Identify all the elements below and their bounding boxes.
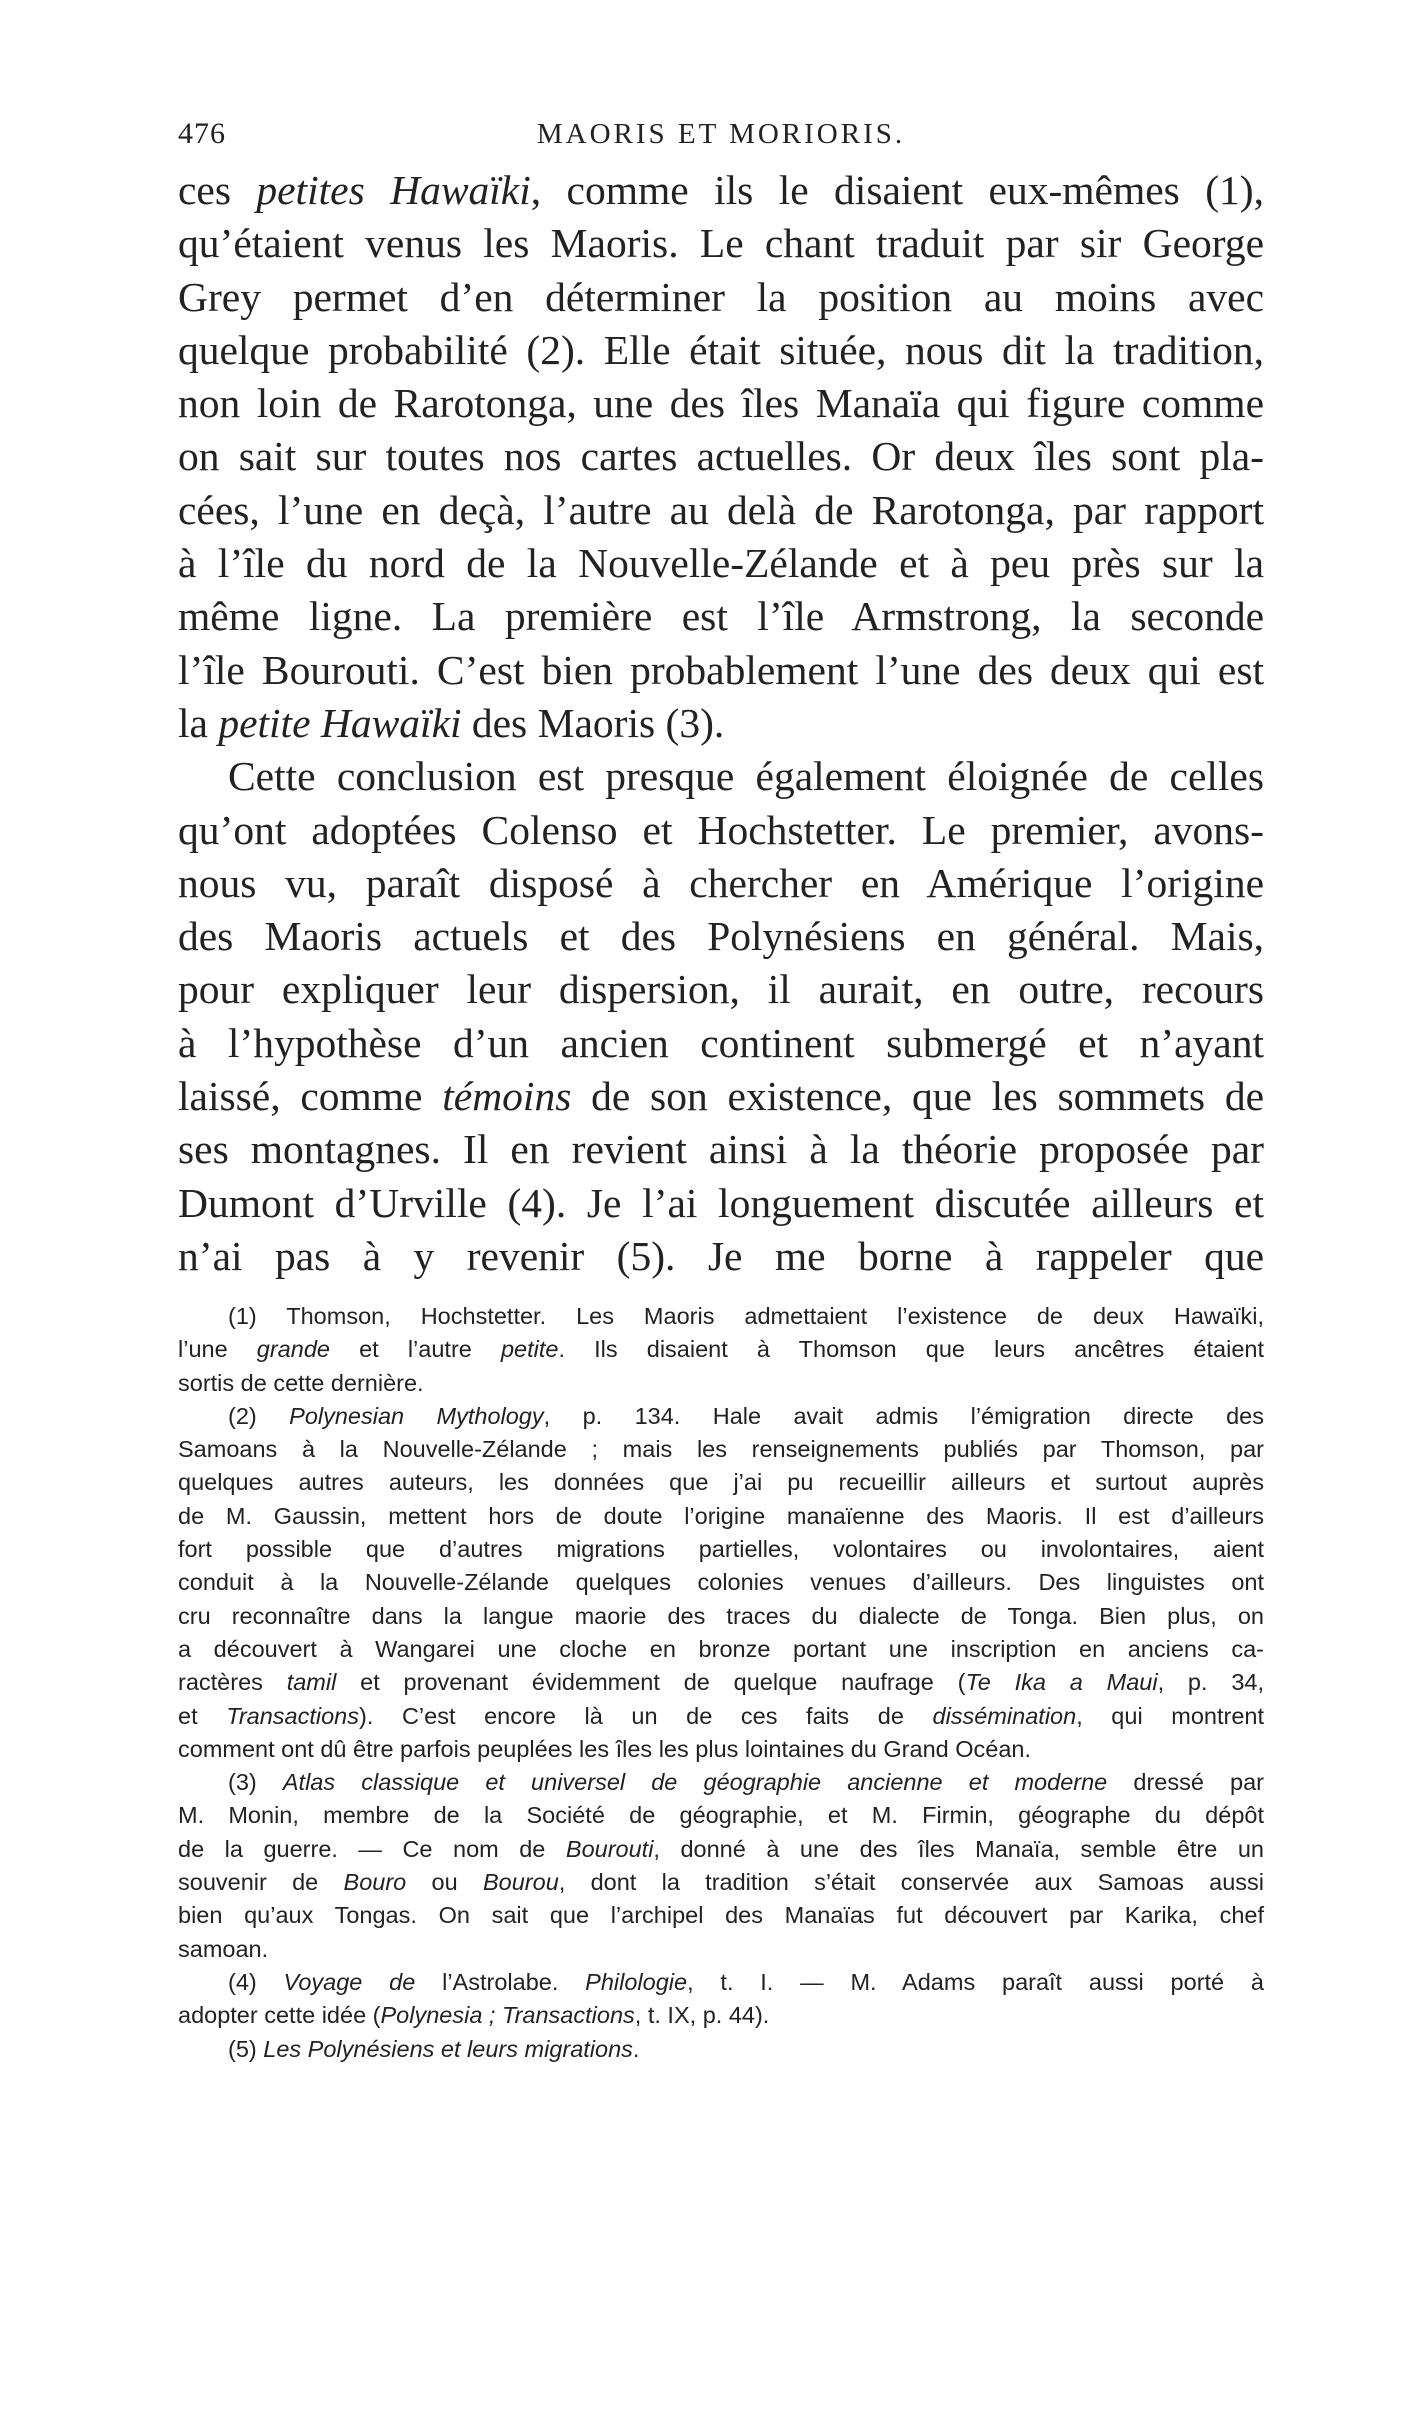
body-line: qu’ont adoptées Colenso et Hochstetter. Le premier, avons- <box>178 806 1264 853</box>
footnote-line: (3) Atlas classique et universel de géographie ancienne et moderne dressé par <box>228 1769 1265 1796</box>
body-line: même ligne. La première est l’île Armstrong, la seconde <box>178 593 1264 640</box>
body-line: des Maoris actuels et des Polynésiens en général. Mais, <box>178 913 1264 960</box>
footnote-line: sortis de cette dernière. <box>178 1369 424 1396</box>
footnote-line: bien qu’aux Tongas. On sait que l’archipel des Manaïas fut découvert par Karika, chef <box>178 1902 1264 1929</box>
footnote-line: a découvert à Wangarei une cloche en bronze portant une inscription en anciens ca- <box>178 1635 1264 1662</box>
body-line: Dumont d’Urville (4). Je l’ai longuement discutée ailleurs et <box>178 1179 1264 1226</box>
body-line: laissé, comme témoins de son existence, que les sommets de <box>178 1073 1264 1120</box>
footnote-line: conduit à la Nouvelle-Zélande quelques colonies venues d’ailleurs. Des linguistes ont <box>178 1569 1264 1596</box>
page-number: 476 <box>178 117 226 150</box>
footnotes <box>178 1300 1264 2066</box>
body-line: la petite Hawaïki des Maoris (3). <box>178 699 725 746</box>
footnote-line: souvenir de Bouro ou Bourou, dont la tradition s’était conservée aux Samoas aussi <box>178 1869 1264 1896</box>
page-header <box>178 114 1264 154</box>
body-line: pour expliquer leur dispersion, il aurait, en outre, recours <box>178 966 1264 1013</box>
footnote-line: comment ont dû être parfois peuplées les îles les plus lointaines du Grand Océan. <box>178 1735 1032 1762</box>
body-line: Grey permet d’en déterminer la position au moins avec <box>178 273 1264 320</box>
body-line: cées, l’une en deçà, l’autre au delà de Rarotonga, par rapport <box>178 486 1264 533</box>
body-line: l’île Bourouti. C’est bien probablement l’une des deux qui est <box>178 646 1264 693</box>
body-line: Cette conclusion est presque également éloignée de celles <box>228 753 1264 800</box>
body-line: ces petites Hawaïki, comme ils le disaient eux-mêmes (1), <box>178 167 1264 213</box>
running-head: MAORIS ET MORIORIS. <box>536 118 906 150</box>
body-line: à l’hypothèse d’un ancien continent submergé et n’ayant <box>178 1019 1264 1066</box>
footnote-line: cru reconnaître dans la langue maorie des traces du dialecte de Tonga. Bien plus, on <box>178 1602 1264 1629</box>
footnote-line: quelques autres auteurs, les données que j’ai pu recueillir ailleurs et surtout auprès <box>178 1469 1264 1496</box>
body-line: quelque probabilité (2). Elle était située, nous dit la tradition, <box>178 326 1264 373</box>
footnote-line: adopter cette idée (Polynesia ; Transactions, t. IX, p. 44). <box>178 2002 770 2029</box>
footnote-line: samoan. <box>178 1935 269 1962</box>
footnote-line: de M. Gaussin, mettent hors de doute l’origine manaïenne des Maoris. Il est d’ailleurs <box>178 1502 1264 1529</box>
body-line: non loin de Rarotonga, une des îles Manaïa qui figure comme <box>178 380 1264 427</box>
footnote-line: fort possible que d’autres migrations partielles, volontaires ou involontaires, aient <box>178 1536 1264 1563</box>
footnote-line: ractères tamil et provenant évidemment de quelque naufrage (Te Ika a Maui, p. 34, <box>178 1669 1264 1696</box>
footnote-line: Samoans à la Nouvelle-Zélande ; mais les renseignements publiés par Thomson, par <box>178 1436 1264 1463</box>
body-line: on sait sur toutes nos cartes actuelles. Or deux îles sont pla- <box>178 433 1264 480</box>
footnote-line: (1) Thomson, Hochstetter. Les Maoris admettaient l’existence de deux Hawaïki, <box>228 1303 1264 1329</box>
body-line: à l’île du nord de la Nouvelle-Zélande et à peu près sur la <box>178 540 1264 587</box>
footnote-line: (5) Les Polynésiens et leurs migrations. <box>228 2035 640 2062</box>
body-text <box>178 164 1264 1283</box>
body-line: n’ai pas à y revenir (5). Je me borne à rappeler que <box>178 1232 1264 1279</box>
footnote-line: (4) Voyage de l’Astrolabe. Philologie, t. I. — M. Adams paraît aussi porté à <box>228 1968 1264 1995</box>
footnote-line: M. Monin, membre de la Société de géographie, et M. Firmin, géographe du dépôt <box>178 1802 1264 1829</box>
footnote-line: de la guerre. — Ce nom de Bourouti, donné à une des îles Manaïa, semble être un <box>178 1835 1264 1862</box>
footnote-line: et Transactions). C’est encore là un de ces faits de dissémination, qui montrent <box>178 1702 1265 1729</box>
body-line: nous vu, paraît disposé à chercher en Amérique l’origine <box>178 859 1264 906</box>
body-line: qu’étaient venus les Maoris. Le chant traduit par sir George <box>178 220 1264 267</box>
body-line: ses montagnes. Il en revient ainsi à la théorie proposée par <box>178 1126 1264 1173</box>
footnote-line: (2) Polynesian Mythology, p. 134. Hale avait admis l’émigration directe des <box>228 1402 1265 1429</box>
footnote-line: l’une grande et l’autre petite. Ils disaient à Thomson que leurs ancêtres étaient <box>178 1336 1264 1363</box>
